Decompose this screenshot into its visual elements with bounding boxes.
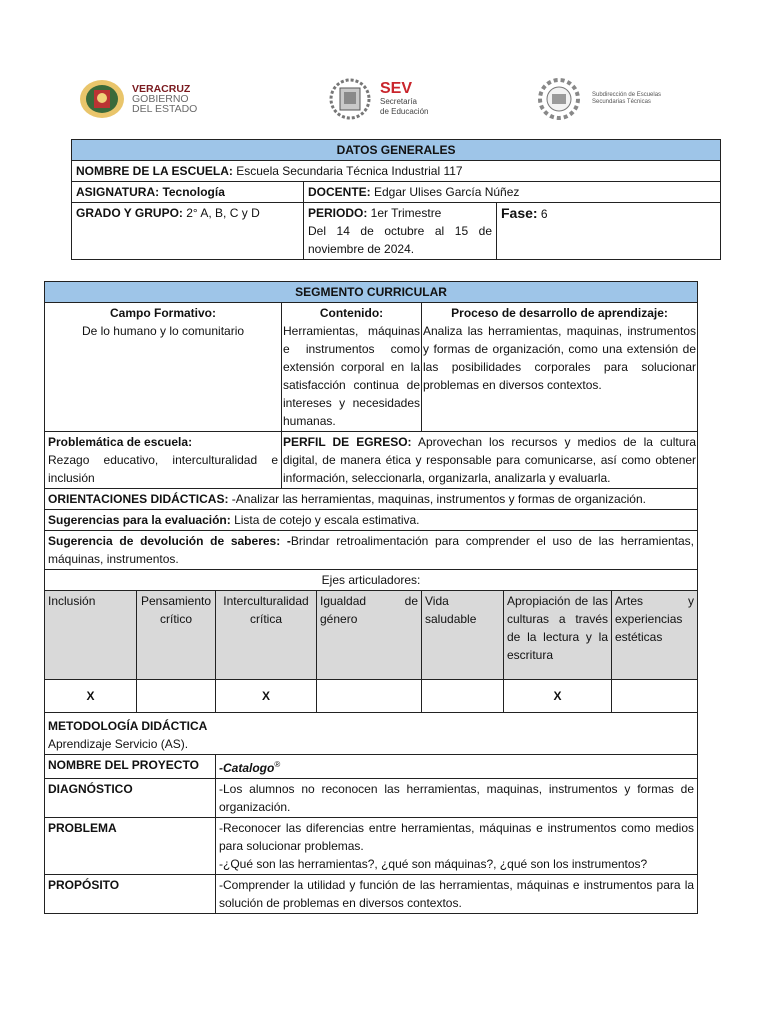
veracruz-logo [78, 78, 197, 120]
proyecto-cell [216, 755, 698, 779]
docente-value: Edgar Ulises García Núñez [370, 185, 520, 199]
grado-cell [72, 203, 304, 260]
proposito-value: -Comprender la utilidad y función de las herramientas, máquinas e instrumentos para la solución de problemas en diversos contextos. [216, 875, 698, 914]
sev-line3: de Educación [380, 107, 429, 116]
grado-value: 2° A, B, C y D [182, 206, 260, 220]
problema-value-1: -Reconocer las diferencias entre herramientas, máquinas e instrumentos como medios para solucionar problemas. [219, 821, 695, 853]
fase-value: 6 [537, 207, 548, 221]
perfil-egreso-cell [282, 432, 698, 489]
eje-artes: Artes y experiencias estéticas [612, 591, 698, 680]
periodo-label: PERIODO: [308, 206, 368, 220]
campo-label: Campo Formativo: [109, 306, 216, 320]
datos-generales-table [71, 139, 721, 260]
devolucion-value: Brindar retroalimentación para comprender el uso de las herramientas, máquinas, instrumentos. [48, 534, 695, 566]
orientaciones-cell [45, 489, 698, 510]
mark-igualdad-genero [317, 680, 422, 713]
escuela-cell [72, 161, 721, 182]
mark-apropiacion-culturas: X [504, 680, 612, 713]
eje-igualdad-genero: Igualdad de género [317, 591, 422, 680]
pda-label: Proceso de desarrollo de aprendizaje: [451, 306, 668, 320]
problema-label: PROBLEMA [45, 818, 216, 875]
sev-name: SEV [380, 80, 413, 97]
metodologia-cell [45, 713, 698, 755]
contenido-label: Contenido: [319, 306, 384, 320]
sugerencias-cell [45, 510, 698, 531]
diagnostico-label: DIAGNÓSTICO [45, 779, 216, 818]
pda-value: Analiza las herramientas, maquinas, instrumentos y formas de organización, como una extensión de las posibilidades corporales para solucionar problemas en diversos contextos. [423, 324, 697, 392]
periodo-cell [304, 203, 497, 260]
veracruz-line3: DEL ESTADO [132, 103, 198, 115]
campo-formativo-cell [45, 303, 282, 432]
asignatura-cell: ASIGNATURA: Tecnología [72, 182, 304, 203]
eje-apropiacion-culturas: Apropiación de las culturas a través de la lectura y la escritura [504, 591, 612, 680]
problematica-value: Rezago educativo, interculturalidad e inclusión [48, 453, 278, 485]
metodologia-label: METODOLOGÍA DIDÁCTICA [48, 719, 208, 733]
grado-label: GRADO Y GRUPO: [76, 206, 183, 220]
periodo-fechas: Del 14 de octubre al 15 de noviembre de 2024. [308, 224, 492, 256]
fase-cell [497, 203, 721, 260]
metodologia-value: Aprendizaje Servicio (AS). [48, 737, 189, 751]
fase-label: Fase: [501, 205, 538, 221]
orientaciones-label: ORIENTACIONES DIDÁCTICAS: [48, 492, 229, 506]
escuela-label: NOMBRE DE LA ESCUELA: [76, 164, 233, 178]
segmento-curricular-table [44, 281, 698, 914]
mark-artes [612, 680, 698, 713]
escuela-value: Escuela Secundaria Técnica Industrial 117 [232, 164, 463, 178]
veracruz-shield-icon [78, 78, 126, 120]
proyecto-sup: ® [274, 760, 281, 769]
problematica-label: Problemática de escuela: [48, 435, 193, 449]
mark-interculturalidad: X [216, 680, 317, 713]
diagnostico-value: -Los alumnos no reconocen las herramientas, maquinas, instrumentos y formas de organización. [216, 779, 698, 818]
veracruz-line2: GOBIERNO [132, 93, 189, 105]
eje-vida-saludable: Vida saludable [422, 591, 504, 680]
proyecto-label: NOMBRE DEL PROYECTO [45, 755, 216, 779]
ejes-title: Ejes articuladores: [45, 570, 698, 591]
periodo-value: 1er Trimestre [367, 206, 442, 220]
contenido-value: Herramientas, máquinas e instrumentos como extensión corporal en la satisfacción continua de intereses y necesidades humanas. [283, 324, 420, 428]
subdireccion-line1: Subdirección de Escuelas [592, 92, 662, 98]
docente-cell [304, 182, 721, 203]
header-logos [0, 78, 768, 126]
subdireccion-logo [532, 78, 661, 120]
proyecto-value: -Catalogo [219, 761, 275, 775]
problema-value-2: -¿Qué son las herramientas?, ¿qué son máquinas?, ¿qué son los instrumentos? [219, 857, 648, 871]
eje-inclusion: Inclusión [45, 591, 137, 680]
segmento-title: SEGMENTO CURRICULAR [45, 282, 698, 303]
mark-inclusion: X [45, 680, 137, 713]
contenido-cell [282, 303, 422, 432]
devolucion-label: Sugerencia de devolución de saberes: - [48, 534, 291, 548]
perfil-value: Aprovechan los recursos y medios de la cultura digital, de manera ética y responsable para comunicarse, así como obtener información, seleccionarla, organizarla, analizarla y evaluarla. [283, 435, 697, 485]
sev-logo [326, 78, 428, 120]
orientaciones-value: -Analizar las herramientas, maquinas, instrumentos y formas de organización. [228, 492, 646, 506]
eje-interculturalidad: Interculturalidad crítica [216, 591, 317, 680]
datos-generales-title: DATOS GENERALES [72, 140, 721, 161]
subdireccion-line2: Secundarias Técnicas [592, 99, 651, 105]
perfil-label: PERFIL DE EGRESO: [283, 435, 412, 449]
pda-cell [422, 303, 698, 432]
sev-line2: Secretaría [380, 97, 417, 106]
problematica-cell [45, 432, 282, 489]
sev-crest-icon [326, 78, 374, 120]
veracruz-line1: VERACRUZ [132, 83, 191, 95]
mark-pensamiento-critico [137, 680, 216, 713]
docente-label: DOCENTE: [308, 185, 371, 199]
sugerencias-label: Sugerencias para la evaluación: [48, 513, 231, 527]
sugerencias-value: Lista de cotejo y escala estimativa. [230, 513, 420, 527]
mark-vida-saludable [422, 680, 504, 713]
devolucion-cell [45, 531, 698, 570]
est-gear-icon [532, 78, 586, 120]
problema-cell [216, 818, 698, 875]
campo-value: De lo humano y lo comunitario [81, 324, 245, 338]
proposito-label: PROPÓSITO [45, 875, 216, 914]
eje-pensamiento-critico: Pensamiento crítico [137, 591, 216, 680]
